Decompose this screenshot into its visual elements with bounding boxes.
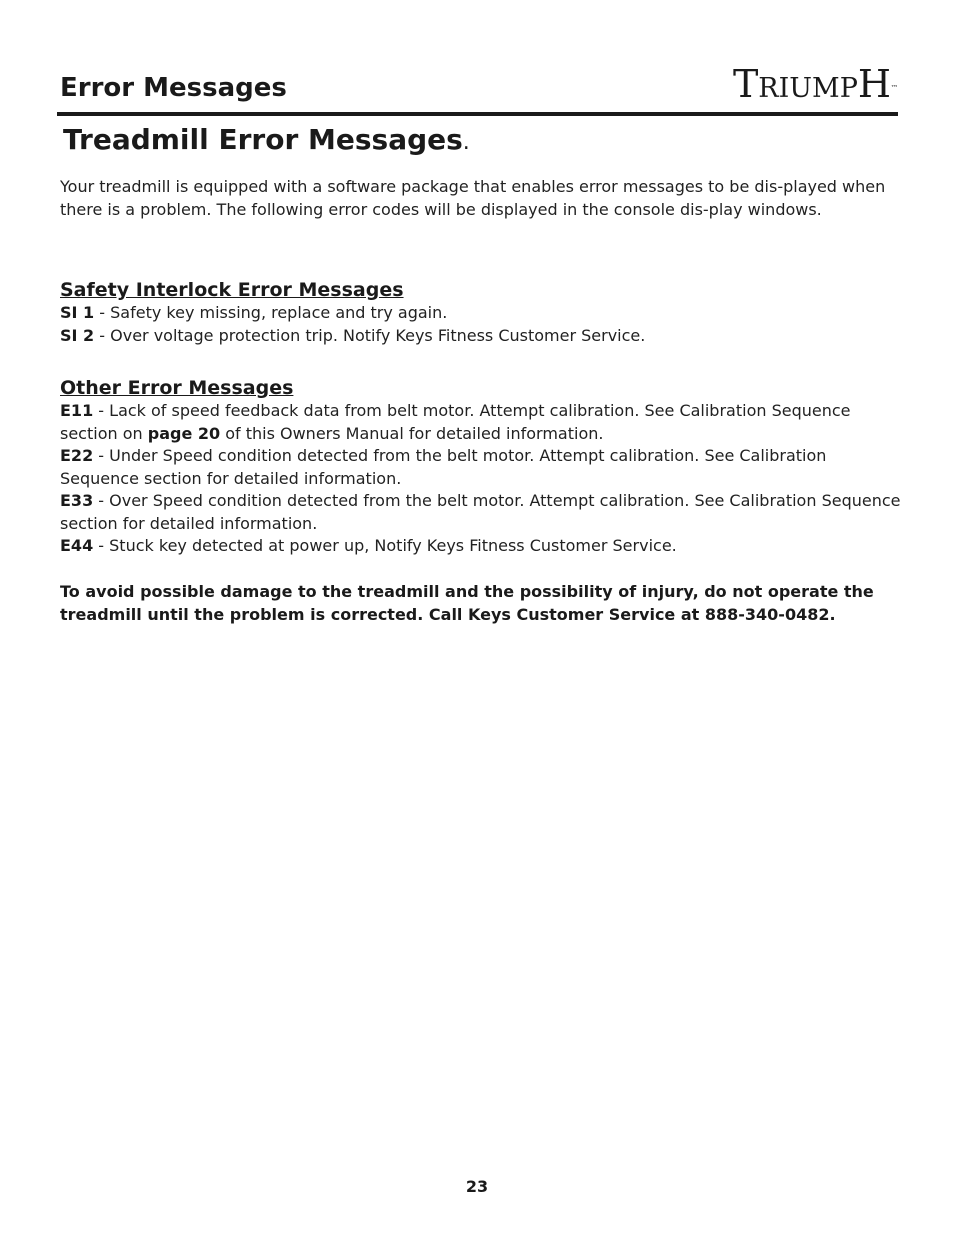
error-code: SI 2 <box>60 325 95 345</box>
error-description: - Over voltage protection trip. Notify Keys Fitness Customer Service. <box>94 325 646 345</box>
safety-section-heading: Safety Interlock Error Messages <box>60 279 404 301</box>
safety-warning: To avoid possible damage to the treadmill and the possibility of injury, do not operate the treadmill until the problem is corrected. Call Keys Customer Service at 888-340-0482. <box>60 582 874 624</box>
section-title: Error Messages <box>60 73 287 103</box>
header-divider <box>57 112 898 116</box>
other-section-heading: Other Error Messages <box>60 377 294 399</box>
page-heading-period: . <box>462 130 470 155</box>
safety-entries <box>60 302 905 347</box>
error-description: - Lack of speed feedback data from belt motor. Attempt calibration. See Calibration Sequence section on <box>60 401 851 443</box>
logo-letters-riump: RIUMP <box>758 73 858 104</box>
triumph-logo <box>733 64 898 109</box>
error-entry-e22 <box>60 445 905 490</box>
error-entry-si2 <box>60 325 905 348</box>
other-entries <box>60 400 905 558</box>
error-code: E22 <box>60 446 94 465</box>
error-code: SI 1 <box>60 303 95 322</box>
page-number: 23 <box>465 1177 489 1196</box>
error-description: - Under Speed condition detected from the belt motor. Attempt calibration. See Calibration Sequence section for detailed information. <box>60 446 827 488</box>
error-code: E33 <box>60 491 94 510</box>
page-heading <box>63 121 470 162</box>
error-description-end: of this Owners Manual for detailed information. <box>220 423 604 443</box>
error-entry-e33 <box>60 490 905 535</box>
page-heading-text: Treadmill Error Messages <box>63 123 463 156</box>
error-entry-e11 <box>60 400 905 445</box>
error-description: - Stuck key detected at power up, Notify Keys Fitness Customer Service. <box>93 536 677 555</box>
intro-paragraph: Your treadmill is equipped with a software package that enables error messages to be dis-played when there is a problem. The following error codes will be displayed in the console dis-play windows. <box>60 177 886 219</box>
error-description: - Over Speed condition detected from the belt motor. Attempt calibration. See Calibration Sequence section for detailed information. <box>60 491 901 533</box>
logo-letter-t: T <box>732 62 759 106</box>
error-code: E11 <box>60 401 94 420</box>
error-description: - Safety key missing, replace and try again. <box>94 303 448 322</box>
error-code: E44 <box>60 536 94 555</box>
logo-trademark: ™ <box>891 84 898 92</box>
page-reference: page 20 <box>147 423 221 443</box>
logo-letter-h: H <box>857 62 891 106</box>
error-entry-e44 <box>60 535 905 558</box>
error-entry-si1 <box>60 302 905 325</box>
